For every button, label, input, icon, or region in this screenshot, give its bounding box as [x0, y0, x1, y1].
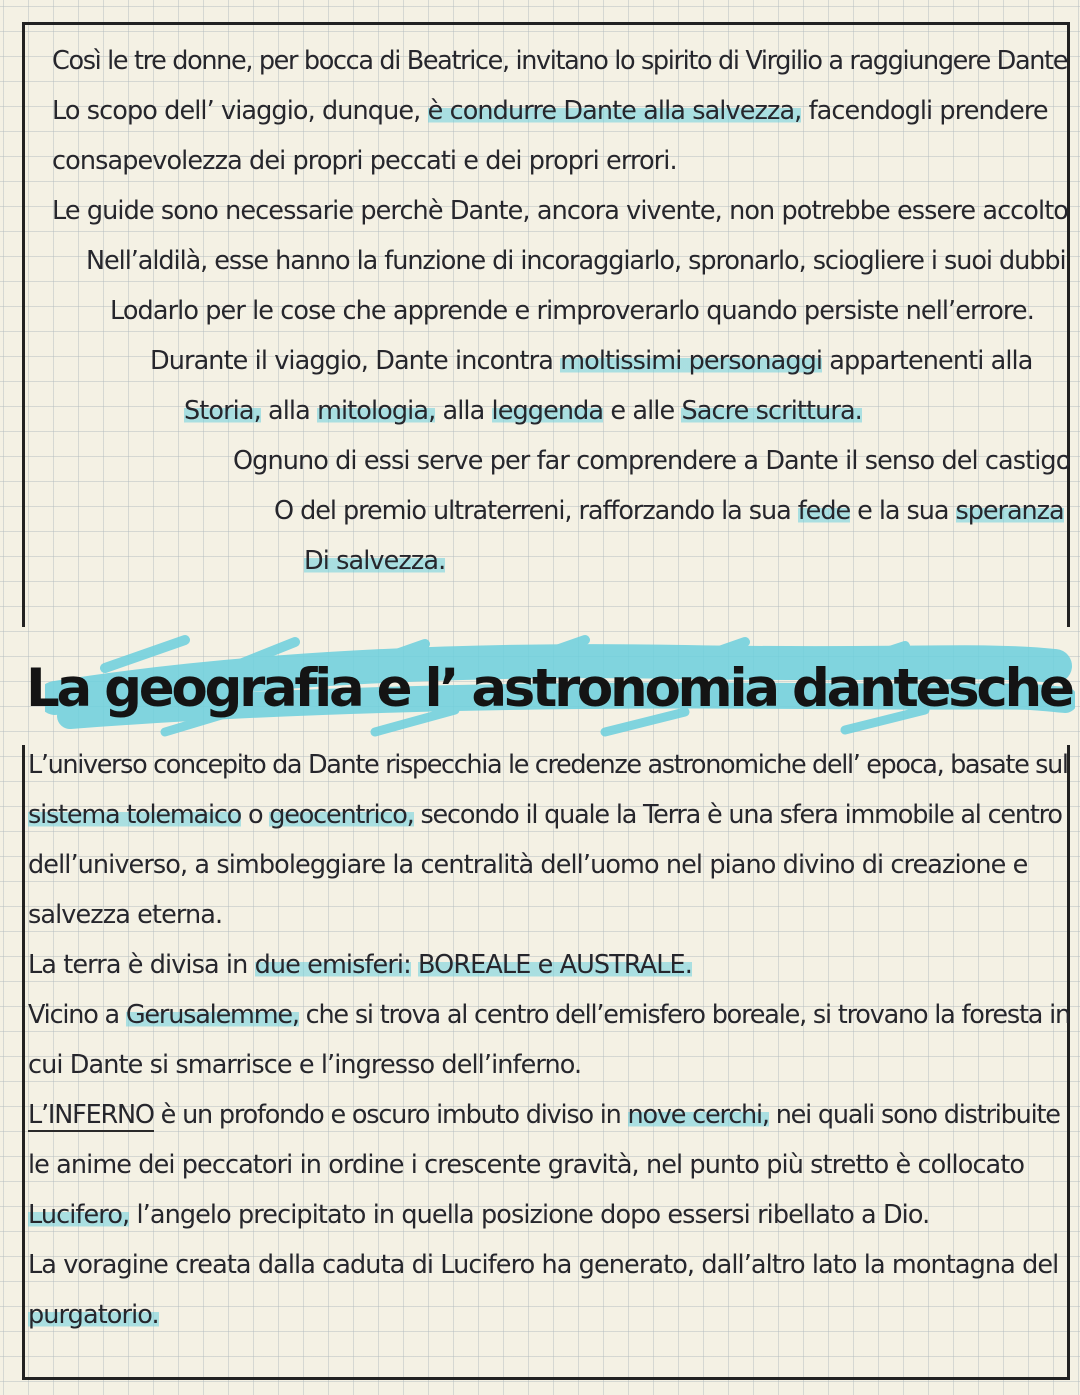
- intro-line-8-text-c: e alle: [610, 396, 675, 426]
- section-line-1-text: L’universo concepito da Dante rispecchia le credenze astronomiche dell’ epoca, basate sul: [28, 750, 1068, 780]
- section-line-7: [28, 1046, 581, 1084]
- section-line-3: [28, 846, 1027, 884]
- section-highlight-lucifero: Lucifero,: [28, 1200, 130, 1230]
- section-highlight-boreale-australe: BOREALE e AUSTRALE.: [418, 950, 692, 980]
- intro-highlight-storia: Storia,: [184, 396, 261, 426]
- intro-line-7: [150, 342, 1032, 380]
- section-line-6-text-b: che si trova al centro dell’emisfero boreale, si trovano la foresta in: [305, 1000, 1070, 1030]
- section-line-8: [28, 1096, 1060, 1134]
- section-line-11-text: La voragine creata dalla caduta di Lucifero ha generato, dall’altro lato la montagna del: [28, 1250, 1059, 1280]
- intro-line-11: [304, 542, 445, 580]
- intro-line-4-text: Le guide sono necessarie perchè Dante, ancora vivente, non potrebbe essere accolto: [52, 196, 1068, 226]
- intro-highlight-di-salvezza: Di salvezza.: [304, 546, 446, 576]
- section-line-1: [28, 746, 1068, 784]
- intro-line-1-text: Così le tre donne, per bocca di Beatrice, invitano lo spirito di Virgilio a raggiungere Dante: [52, 46, 1068, 76]
- section-line-10: [28, 1196, 929, 1234]
- section-line-4-text: salvezza eterna.: [28, 900, 223, 930]
- intro-line-2-text-b: facendogli prendere: [808, 96, 1048, 126]
- intro-line-8: [184, 392, 862, 430]
- intro-line-10-text-a: O del premio ultraterreni, rafforzando la sua: [274, 496, 791, 526]
- intro-line-4: [52, 192, 1068, 230]
- section-line-9: [28, 1146, 1024, 1184]
- intro-line-2-text-a: Lo scopo dell’ viaggio, dunque,: [52, 96, 421, 126]
- intro-highlight-scritture: Sacre scrittura.: [681, 396, 862, 426]
- section-highlight-nove-cerchi: nove cerchi,: [627, 1100, 769, 1130]
- intro-highlight-speranza: speranza: [955, 496, 1064, 526]
- section-line-5: [28, 946, 692, 984]
- section-highlight-emisferi: due emisferi:: [254, 950, 411, 980]
- section-line-2: [28, 796, 1062, 834]
- section-line-12: [28, 1296, 159, 1334]
- section-line-6-text-a: Vicino a: [28, 1000, 119, 1030]
- section-line-5-text-a: La terra è divisa in: [28, 950, 248, 980]
- intro-highlight-salvezza: è condurre Dante alla salvezza,: [427, 96, 802, 126]
- section-line-7-text: cui Dante si smarrisce e l’ingresso dell’inferno.: [28, 1050, 582, 1080]
- intro-line-7-text-a: Durante il viaggio, Dante incontra: [150, 346, 553, 376]
- section-line-6: [28, 996, 1070, 1034]
- section-line-11: [28, 1246, 1058, 1284]
- section-highlight-geocentrico: geocentrico,: [269, 800, 414, 830]
- section-highlight-gerusalemme: Gerusalemme,: [125, 1000, 299, 1030]
- intro-line-10: [274, 492, 1064, 530]
- intro-line-2: [52, 92, 1048, 130]
- section-line-4: [28, 896, 222, 934]
- section-line-8-text-a: è un profondo e oscuro imbuto diviso in: [160, 1100, 621, 1130]
- intro-line-5: [86, 242, 1066, 280]
- intro-line-5-text: Nell’aldilà, esse hanno la funzione di incoraggiarlo, spronarlo, sciogliere i suoi dubbi: [86, 246, 1066, 276]
- intro-line-8-text-b: alla: [442, 396, 485, 426]
- intro-line-6-text: Lodarlo per le cose che apprende e rimproverarlo quando persiste nell’errore.: [110, 296, 1034, 326]
- intro-highlight-fede: fede: [797, 496, 851, 526]
- section-title: La geografia e l’ astronomia dantesche: [26, 658, 1072, 719]
- intro-line-8-text-a: alla: [268, 396, 310, 426]
- section-line-2-text-b: secondo il quale la Terra è una sfera immobile al centro: [420, 800, 1062, 830]
- intro-line-3-text: consapevolezza dei propri peccati e dei propri errori.: [52, 146, 677, 176]
- section-line-9-text: le anime dei peccatori in ordine i crescente gravità, nel punto più stretto è collocato: [28, 1150, 1025, 1180]
- section-line-8-text-b: nei quali sono distribuite: [775, 1100, 1060, 1130]
- intro-highlight-personaggi: moltissimi personaggi: [560, 346, 823, 376]
- intro-highlight-mitologia: mitologia,: [317, 396, 436, 426]
- section-underline-inferno: L’INFERNO: [28, 1100, 154, 1130]
- section-line-3-text: dell’universo, a simboleggiare la centralità dell’uomo nel piano divino di creazione e: [28, 850, 1028, 880]
- intro-highlight-leggenda: leggenda: [491, 396, 604, 426]
- section-highlight-purgatorio: purgatorio.: [28, 1300, 159, 1330]
- intro-line-7-text-b: appartenenti alla: [829, 346, 1033, 376]
- intro-line-10-text-b: e la sua: [857, 496, 949, 526]
- intro-line-1: [52, 42, 1067, 80]
- section-highlight-tolemaico: sistema tolemaico: [28, 800, 242, 830]
- intro-line-9-text: Ognuno di essi serve per far comprendere a Dante il senso del castigo: [233, 446, 1071, 476]
- intro-line-6: [110, 292, 1034, 330]
- section-line-10-text: l’angelo precipitato in quella posizione dopo essersi ribellato a Dio.: [136, 1200, 930, 1230]
- intro-line-9: [233, 442, 1070, 480]
- section-line-2-text-a: o: [247, 800, 263, 830]
- intro-line-3: [52, 142, 677, 180]
